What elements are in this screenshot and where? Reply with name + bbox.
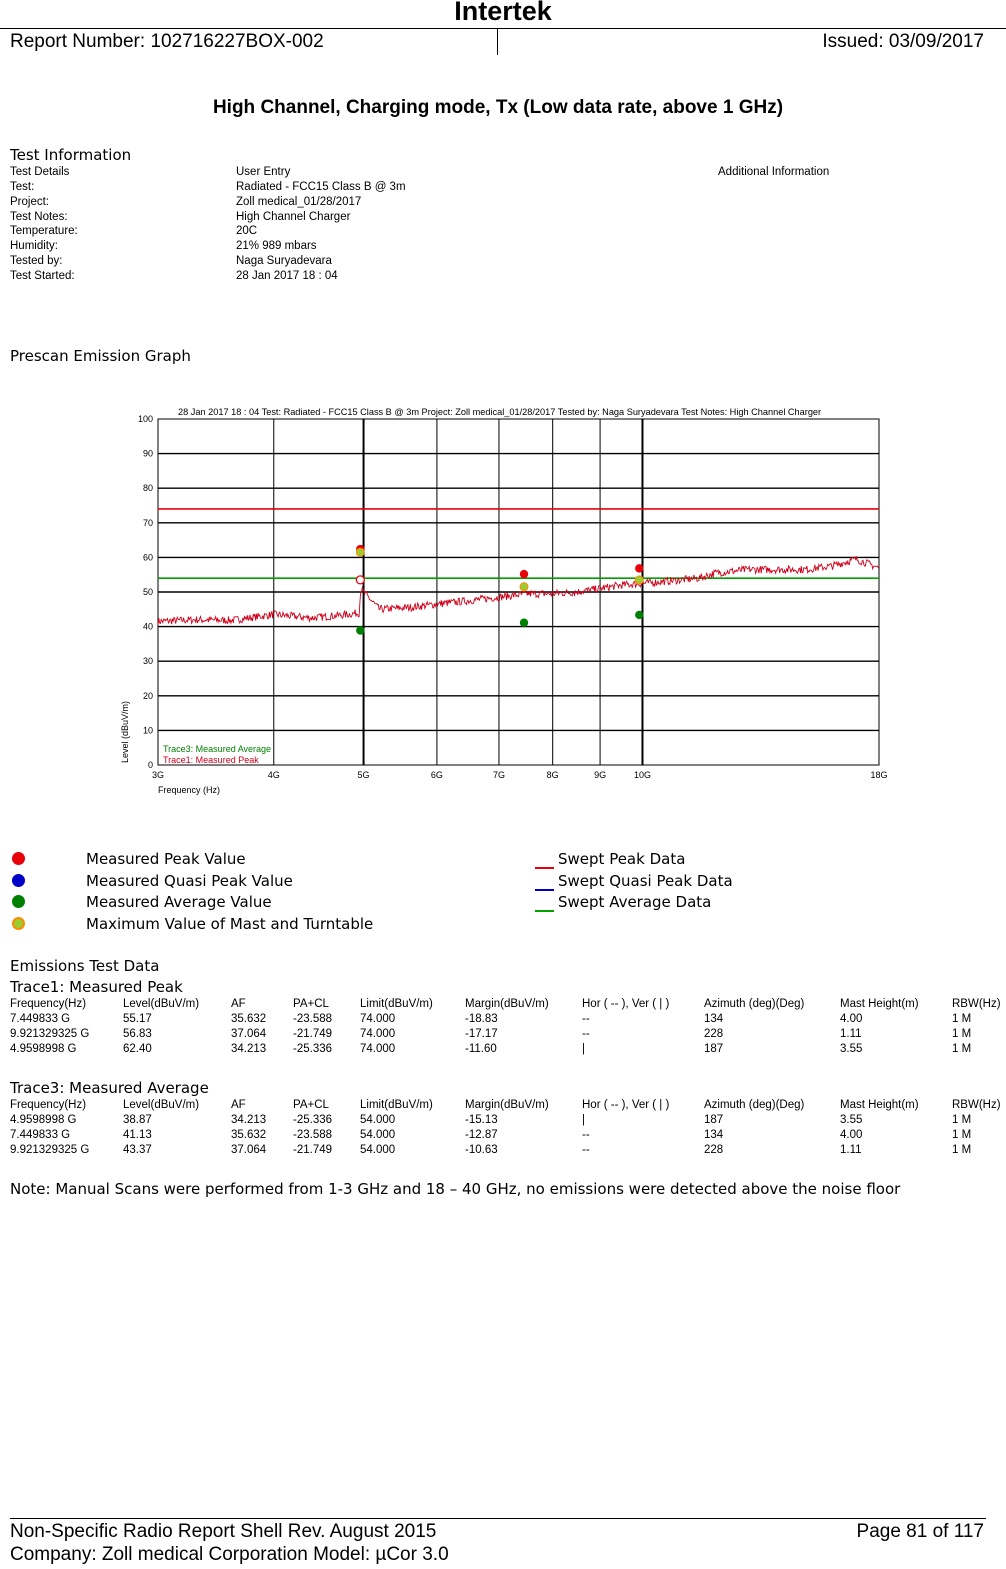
table-header-cell: AF	[231, 1099, 246, 1111]
table-cell: 37.064	[231, 1143, 267, 1156]
page-title: High Channel, Charging mode, Tx (Low data rate, above 1 GHz)	[212, 97, 784, 118]
table-header-cell: Hor ( -- ), Ver ( | )	[582, 998, 670, 1010]
table-cell: 54.000	[360, 1114, 396, 1126]
table-cell: |	[582, 1114, 585, 1126]
x-tick-label: 8G	[546, 770, 559, 780]
legend-marker-icon	[12, 895, 25, 908]
table-cell: 74.000	[360, 1027, 396, 1040]
prescan-emission-chart	[0, 395, 1006, 805]
x-axis-label: Frequency (Hz)	[158, 785, 221, 795]
table-cell: 1 M	[952, 1042, 972, 1055]
chart-title: 28 Jan 2017 18 : 04 Test: Radiated - FCC15 Class B @ 3m Project: Zoll medical_01/28/2017 Tested by: Naga Suryadevara Test Notes: High Channel Charger	[178, 407, 822, 417]
emissions-heading: Emissions Test Data	[10, 957, 160, 975]
test-info-label: Test Notes:	[10, 210, 68, 223]
chart-legend-trace1: Trace1: Measured Peak	[163, 755, 259, 765]
table-cell: -21.749	[293, 1027, 333, 1040]
measured-peak-point	[635, 564, 643, 572]
table-cell: 43.37	[123, 1143, 152, 1156]
table-cell: 1 M	[952, 1027, 972, 1040]
x-tick-label: 4G	[267, 770, 280, 780]
issued-date: Issued: 03/09/2017	[822, 31, 984, 52]
table-cell: -15.13	[465, 1114, 498, 1126]
swept-line-swatch	[535, 867, 554, 869]
footer-page: Page 81 of 117	[856, 1521, 984, 1542]
table-cell: |	[582, 1042, 585, 1055]
test-info-value: Naga Suryadevara	[236, 255, 332, 267]
table-cell: 35.632	[231, 1013, 267, 1025]
table-cell: -25.336	[293, 1114, 333, 1126]
trace3-title: Trace3: Measured Average	[10, 1079, 209, 1097]
table-cell: 54.000	[360, 1128, 396, 1141]
legend-label: Measured Quasi Peak Value	[86, 871, 293, 890]
table-cell: --	[582, 1027, 590, 1040]
prescan-heading: Prescan Emission Graph	[10, 347, 191, 365]
test-info-label: Humidity:	[10, 240, 58, 253]
header-separator	[497, 29, 498, 55]
test-information-heading: Test Information	[10, 146, 132, 164]
y-tick-label: 50	[142, 587, 153, 597]
table-header-cell: Mast Height(m)	[840, 1099, 919, 1111]
y-tick-label: 0	[147, 760, 153, 770]
swept-line-swatch	[535, 910, 554, 912]
max-mast-turntable-point	[635, 576, 643, 584]
test-info-label: Test Started:	[10, 269, 75, 282]
trace3-table	[0, 1099, 1006, 1159]
table-cell: --	[582, 1143, 590, 1156]
table-cell: 34.213	[231, 1114, 267, 1126]
col-user-entry: User Entry	[236, 166, 291, 178]
table-cell: 35.632	[231, 1128, 267, 1141]
table-cell: 41.13	[123, 1128, 152, 1141]
table-cell: -21.749	[293, 1143, 333, 1156]
table-cell: 4.00	[840, 1128, 863, 1141]
legend-marker-icon	[12, 852, 25, 865]
test-info-label: Temperature:	[10, 225, 78, 238]
table-header-cell: Hor ( -- ), Ver ( | )	[582, 1099, 670, 1111]
table-cell: -12.87	[465, 1128, 498, 1141]
y-tick-label: 100	[137, 414, 153, 424]
measured-average-point	[356, 626, 364, 634]
table-header-cell: RBW(Hz)	[952, 1099, 1001, 1111]
y-tick-label: 60	[142, 552, 153, 563]
test-info-value: High Channel Charger	[236, 210, 351, 223]
legend-label: Measured Average Value	[86, 893, 272, 911]
table-header-cell: Level(dBuV/m)	[123, 1099, 200, 1111]
table-cell: 9.921329325 G	[10, 1143, 90, 1156]
table-cell: 228	[704, 1027, 724, 1040]
legend-marker-icon	[12, 917, 25, 930]
table-header-cell: RBW(Hz)	[952, 998, 1001, 1010]
table-cell: 1 M	[952, 1013, 972, 1025]
table-header-cell: Level(dBuV/m)	[123, 998, 200, 1010]
y-tick-label: 70	[142, 517, 153, 528]
table-cell: 1 M	[952, 1128, 972, 1141]
test-info-value: 21% 989 mbars	[236, 240, 317, 253]
report-number: Report Number: 102716227BOX-002	[10, 31, 324, 52]
table-cell: 1 M	[952, 1114, 972, 1126]
table-cell: 74.000	[360, 1042, 396, 1055]
test-info-label: Project:	[10, 195, 49, 208]
table-cell: 7.449833 G	[10, 1128, 71, 1141]
note-text: Note: Manual Scans were performed from 1-3 GHz and 18 – 40 GHz, no emissions were detected above the noise floor	[10, 1180, 901, 1198]
table-header-cell: PA+CL	[293, 1099, 329, 1111]
table-cell: 7.449833 G	[10, 1013, 71, 1025]
table-cell: -10.63	[465, 1143, 498, 1156]
table-cell: 55.17	[123, 1013, 152, 1025]
header-divider	[0, 28, 1006, 29]
table-header-cell: Frequency(Hz)	[10, 1099, 87, 1111]
footer-company: Company: Zoll medical Corporation Model: µCor 3.0	[10, 1544, 449, 1565]
col-additional-info: Additional Information	[718, 166, 830, 178]
company-name: Intertek	[454, 0, 552, 26]
table-header-cell: Margin(dBuV/m)	[465, 1099, 549, 1111]
table-cell: 74.000	[360, 1013, 396, 1025]
footer-divider	[10, 1518, 986, 1519]
table-cell: 37.064	[231, 1027, 267, 1040]
table-cell: 38.87	[123, 1114, 152, 1126]
table-cell: 34.213	[231, 1042, 267, 1055]
table-cell: -23.588	[293, 1013, 333, 1025]
measured-peak-point	[520, 570, 528, 578]
legend-marker-icon	[12, 874, 25, 887]
legend-label: Measured Peak Value	[86, 850, 246, 868]
y-tick-label: 30	[142, 656, 153, 667]
table-cell: -18.83	[465, 1013, 498, 1025]
x-tick-label: 3G	[152, 770, 165, 780]
table-cell: 1.11	[840, 1027, 862, 1040]
legend-label: Maximum Value of Mast and Turntable	[86, 914, 374, 933]
table-cell: 54.000	[360, 1143, 396, 1156]
table-cell: 134	[704, 1013, 724, 1025]
test-info-value: Radiated - FCC15 Class B @ 3m	[236, 181, 406, 193]
table-cell: 9.921329325 G	[10, 1027, 90, 1040]
table-cell: -11.60	[465, 1042, 497, 1055]
swept-legend-label: Swept Average Data	[558, 893, 712, 911]
table-cell: 228	[704, 1143, 724, 1156]
table-cell: -25.336	[293, 1042, 333, 1055]
table-cell: 3.55	[840, 1042, 863, 1055]
table-cell: 56.83	[123, 1027, 152, 1040]
table-cell: 134	[704, 1128, 724, 1141]
table-cell: -17.17	[465, 1027, 498, 1040]
trace1-title: Trace1: Measured Peak	[10, 978, 183, 996]
table-header-cell: Azimuth (deg)(Deg)	[704, 1099, 805, 1111]
y-tick-label: 90	[142, 448, 153, 459]
table-cell: 4.9598998 G	[10, 1042, 77, 1055]
x-tick-label: 9G	[594, 770, 607, 780]
table-cell: 187	[704, 1114, 724, 1126]
x-tick-label: 18G	[870, 770, 888, 780]
swept-legend-label: Swept Peak Data	[558, 850, 686, 868]
x-tick-label: 5G	[357, 770, 370, 780]
table-header-cell: Limit(dBuV/m)	[360, 998, 433, 1010]
table-cell: --	[582, 1128, 590, 1141]
y-axis-label: Level (dBuV/m)	[120, 700, 130, 763]
test-info-label: Test:	[10, 181, 35, 193]
x-tick-label: 10G	[633, 770, 651, 780]
open-circle-marker	[356, 576, 364, 584]
table-cell: 3.55	[840, 1114, 863, 1126]
table-header-cell: Margin(dBuV/m)	[465, 998, 549, 1010]
y-tick-label: 40	[142, 621, 153, 632]
test-info-value: Zoll medical_01/28/2017	[236, 195, 362, 208]
table-cell: -23.588	[293, 1128, 333, 1141]
footer-shell: Non-Specific Radio Report Shell Rev. August 2015	[10, 1521, 437, 1542]
table-cell: 4.9598998 G	[10, 1114, 77, 1126]
table-header-cell: Limit(dBuV/m)	[360, 1099, 433, 1111]
max-mast-turntable-point	[356, 548, 364, 556]
trace1-table	[0, 998, 1006, 1058]
table-cell: 1.11	[840, 1143, 862, 1156]
max-mast-turntable-point	[520, 583, 528, 591]
table-header-cell: PA+CL	[293, 998, 329, 1010]
chart-legend-trace3: Trace3: Measured Average	[163, 744, 272, 754]
table-header-cell: Mast Height(m)	[840, 998, 919, 1010]
x-tick-label: 6G	[430, 770, 443, 780]
test-info-label: Tested by:	[10, 255, 63, 267]
table-cell: 4.00	[840, 1013, 863, 1025]
table-cell: 187	[704, 1042, 724, 1055]
measured-average-point	[635, 611, 643, 619]
measured-average-point	[520, 618, 528, 626]
test-info-value: 20C	[236, 225, 258, 238]
col-test-details: Test Details	[10, 166, 70, 178]
y-tick-label: 80	[142, 483, 153, 494]
table-header-cell: Azimuth (deg)(Deg)	[704, 998, 805, 1010]
table-cell: --	[582, 1013, 590, 1025]
y-tick-label: 20	[142, 690, 153, 701]
table-cell: 1 M	[952, 1143, 972, 1156]
y-tick-label: 10	[142, 725, 153, 736]
table-header-cell: Frequency(Hz)	[10, 998, 87, 1010]
test-info-value: 28 Jan 2017 18 : 04	[236, 269, 338, 282]
table-header-cell: AF	[231, 998, 246, 1010]
x-tick-label: 7G	[492, 770, 505, 780]
swept-legend-label: Swept Quasi Peak Data	[558, 871, 733, 890]
swept-line-swatch	[535, 889, 554, 891]
table-cell: 62.40	[123, 1042, 152, 1055]
